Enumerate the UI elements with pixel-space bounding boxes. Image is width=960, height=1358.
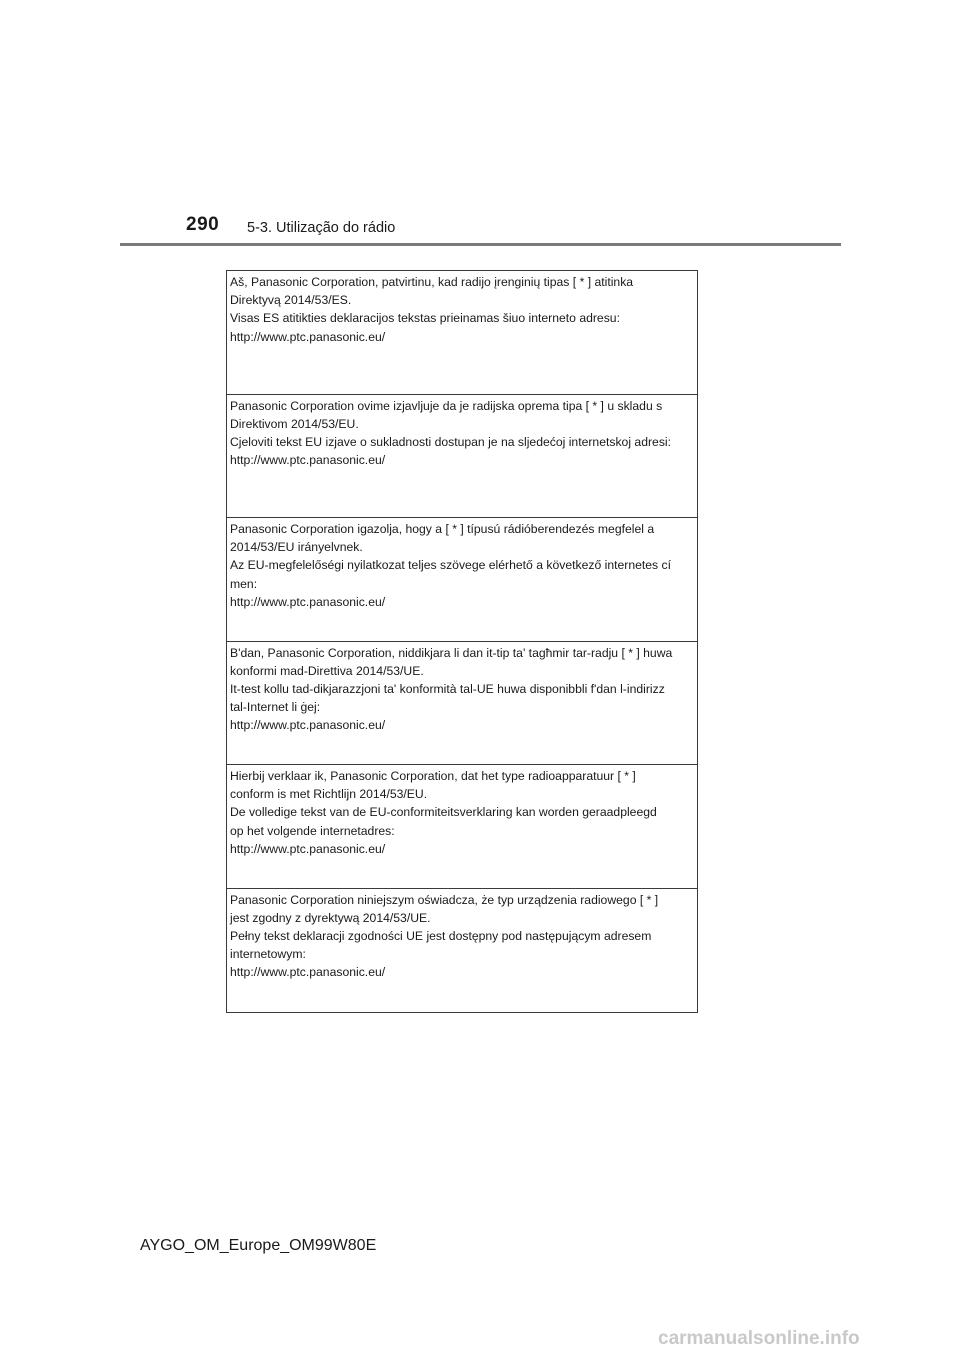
declaration-line: B'dan, Panasonic Corporation, niddikjara li dan it-tip ta' tagħmir tar-radju [ * ] huwa [230, 645, 673, 660]
declaration-line: men: [230, 576, 258, 591]
declaration-line: Cjeloviti tekst EU izjave o sukladnosti dostupan je na sljedećoj internetskoj adresi: [230, 434, 672, 449]
section-title: 5-3. Utilização do rádio [247, 220, 396, 236]
declaration-line: Hierbij verklaar ik, Panasonic Corporation, dat het type radioapparatuur [ * ] [230, 769, 636, 783]
declaration-line: Panasonic Corporation igazolja, hogy a [ * ] típusú rádióberendezés megfelel a [230, 522, 655, 536]
header-rule [120, 243, 841, 246]
declaration-line: jest zgodny z dyrektywą 2014/53/UE. [230, 910, 431, 925]
declaration-cell-lt [227, 271, 697, 395]
declaration-cell-hr [227, 395, 697, 519]
declaration-line: internetowym: [230, 947, 306, 962]
watermark: carmanualsonline.info [658, 1328, 860, 1349]
declaration-line: http://www.ptc.panasonic.eu/ [230, 718, 386, 733]
declaration-line: Az EU-megfelelőségi nyilatkozat teljes szövege elérhető a következő internetes cí [230, 558, 672, 573]
declaration-line: http://www.ptc.panasonic.eu/ [230, 329, 386, 344]
document-code: AYGO_OM_Europe_OM99W80E [140, 1237, 377, 1254]
declaration-line: conform is met Richtlijn 2014/53/EU. [230, 787, 428, 802]
page-number: 290 [186, 214, 220, 235]
declaration-line: Direktyvą 2014/53/ES. [230, 293, 352, 308]
declaration-line: Panasonic Corporation niniejszym oświadcza, że typ urządzenia radiowego [ * ] [230, 892, 659, 907]
declaration-line: http://www.ptc.panasonic.eu/ [230, 594, 386, 609]
declaration-cell-hu [227, 518, 697, 642]
declaration-line: op het volgende internetadres: [230, 823, 395, 838]
declaration-line: http://www.ptc.panasonic.eu/ [230, 841, 386, 856]
declaration-cell-pl [227, 889, 697, 1013]
declaration-line: It-test kollu tad-dikjarazzjoni ta' konformità tal-UE huwa disponibbli f'dan l-indirizz [230, 681, 665, 696]
declaration-line: Pełny tekst deklaracji zgodności UE jest dostępny pod następującym adresem [230, 928, 652, 943]
declaration-line: Visas ES atitikties deklaracijos tekstas prieinamas šiuo interneto adresu: [230, 311, 620, 326]
declaration-cell-nl [227, 765, 697, 889]
declaration-line: Panasonic Corporation ovime izjavljuje da je radijska oprema tipa [ * ] u skladu s [230, 398, 663, 413]
declaration-line: 2014/53/EU irányelvnek. [230, 540, 363, 555]
declaration-table [226, 270, 698, 1013]
declaration-line: De volledige tekst van de EU-conformiteitsverklaring kan worden geraadpleegd [230, 805, 657, 820]
declaration-line: http://www.ptc.panasonic.eu/ [230, 965, 386, 980]
declaration-line: Direktivom 2014/53/EU. [230, 416, 359, 431]
declaration-line: http://www.ptc.panasonic.eu/ [230, 453, 386, 468]
declaration-cell-mt [227, 642, 697, 766]
declaration-line: Aš, Panasonic Corporation, patvirtinu, kad radijo įrenginių tipas [ * ] atitinka [230, 275, 634, 289]
declaration-line: konformi mad-Direttiva 2014/53/UE. [230, 663, 424, 678]
declaration-line: tal-Internet li ġej: [230, 700, 321, 715]
